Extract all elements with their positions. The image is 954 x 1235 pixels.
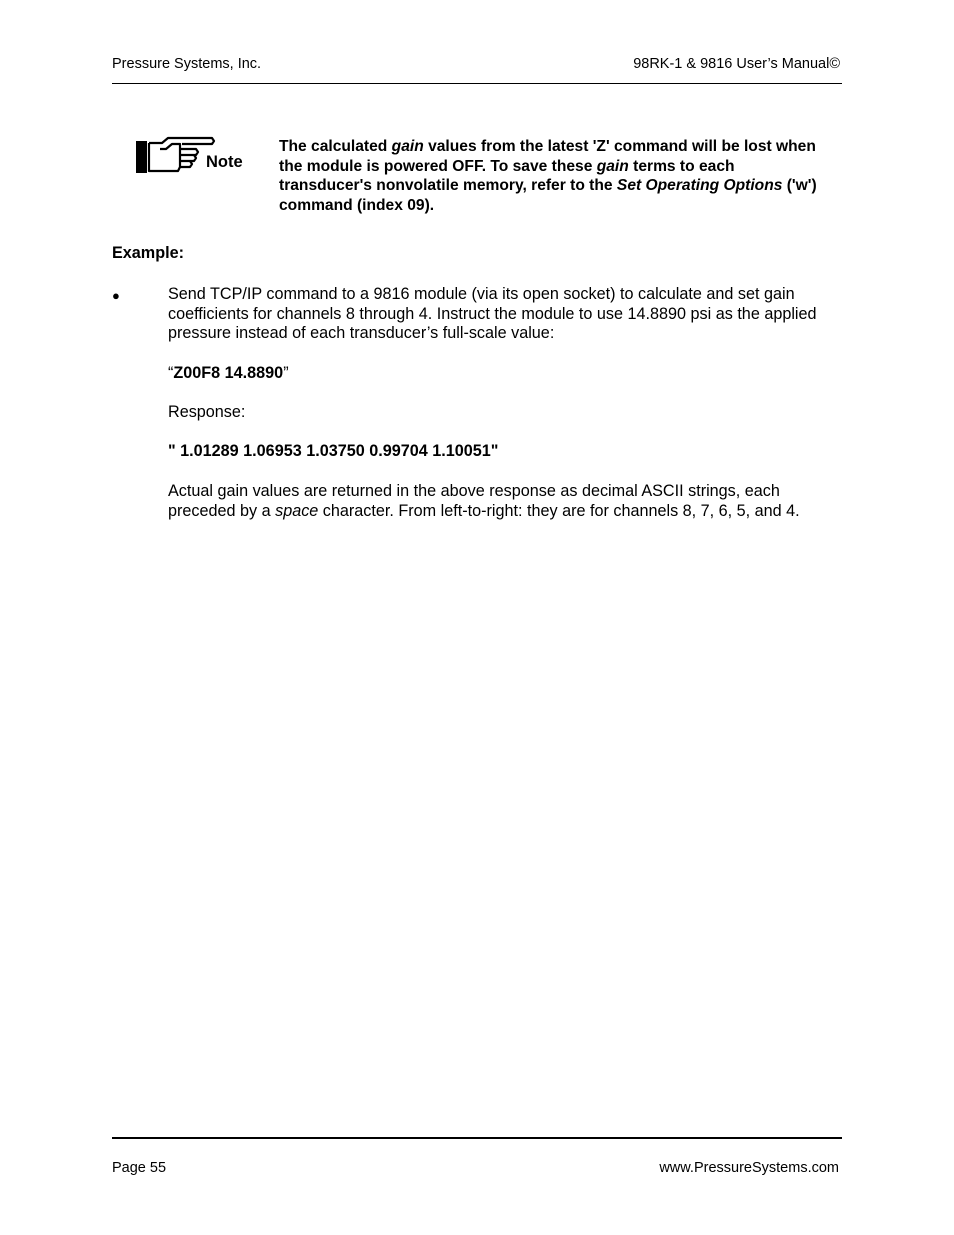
response-value: " 1.01289 1.06953 1.03750 0.99704 1.10051" bbox=[168, 442, 499, 460]
response-label: Response: bbox=[168, 403, 246, 421]
header-rule bbox=[112, 83, 842, 84]
command-line: “Z00F8 14.8890” bbox=[168, 364, 289, 382]
header-company: Pressure Systems, Inc. bbox=[112, 56, 262, 72]
page-number: Page 55 bbox=[112, 1160, 167, 1176]
example-heading: Example: bbox=[112, 244, 184, 262]
header-manual-title: 98RK-1 & 9816 User’s Manual© bbox=[633, 56, 840, 72]
note-text: The calculated gain values from the latest 'Z' command will be lost when the module is powered OFF. To save these gain terms to each transducer's nonvolatile memory, refer to the Set Operating Options ('w') command (index 09). bbox=[279, 138, 817, 215]
pointing-hand-icon bbox=[134, 133, 216, 177]
explanation-paragraph: Actual gain values are returned in the above response as decimal ASCII strings, each preceded by a space character. From left-to-right: they are for channels 8, 7, 6, 5, and 4. bbox=[168, 482, 800, 520]
footer-rule bbox=[112, 1137, 842, 1139]
bullet-symbol: ● bbox=[112, 288, 120, 303]
footer-website: www.PressureSystems.com bbox=[659, 1160, 839, 1176]
note-label: Note bbox=[206, 153, 243, 171]
bullet-text: Send TCP/IP command to a 9816 module (via its open socket) to calculate and set gain coefficients for channels 8 through 4. Instruct the module to use 14.8890 psi as the applied pressure instead of each transducer’s full-scale value: bbox=[168, 285, 817, 343]
command-value: Z00F8 14.8890 bbox=[173, 364, 284, 382]
